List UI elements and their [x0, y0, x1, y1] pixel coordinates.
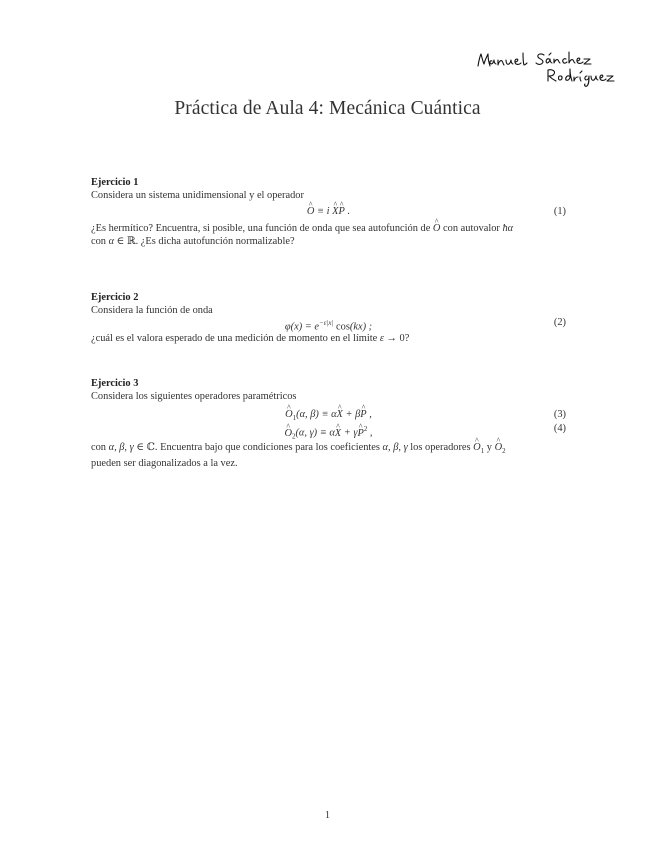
exercise-heading: Ejercicio 2 [91, 292, 139, 303]
equation: ^ $O_2(\alpha$, γ) ≡ α^ X + γ^ $P^2$ , [91, 423, 566, 443]
exercise-1 [91, 177, 566, 248]
page-title: Práctica de Aula 4: Mecánica Cuántica [174, 98, 481, 119]
equation: $\varphi(x) = e^{-\varepsilon|x|}$ cos(kx) ; [284, 319, 373, 333]
exercise-3 [91, 378, 566, 470]
handwritten-signature [470, 44, 620, 88]
exercise-intro: Considera un sistema unidimensional y el operador [91, 189, 304, 201]
equation-number: (1) [553, 206, 566, 218]
equation-row [91, 423, 566, 441]
exercise-heading: Ejercicio 3 [91, 378, 139, 389]
signature-drawing [470, 44, 620, 88]
equation-row [91, 317, 566, 333]
equation-row [91, 206, 566, 219]
exercise-question: ¿Es hermítico? Encuentra, si posible, una función de onda que sea autofunción de ^ O con autovalor ħα con α ∈ ℝ. ¿Es dicha autofunción normalizable? [91, 223, 566, 248]
equation-number: (4) [553, 423, 566, 435]
equation-number: (3) [553, 409, 566, 421]
equation: ^ $O_1(\alpha$, β) ≡ α^ X + β^ P , [91, 409, 566, 425]
page-number: 1 [324, 810, 331, 821]
equation-number: (2) [553, 317, 566, 329]
equation-row [91, 409, 566, 422]
exercise-intro: Considera los siguientes operadores paramétricos [91, 390, 297, 402]
exercise-question: con α, β, γ ∈ ℂ. Encuentra bajo que condiciones para los coeficientes α, β, γ los operadores ^ $O_1$ y ^ $O_2$ pueden ser diagonalizados a la vez. [91, 442, 566, 470]
exercise-heading: Ejercicio 1 [91, 177, 139, 188]
exercise-question: ¿cuál es el valora esperado de una medición de momento en el límite ε → 0? [91, 333, 410, 345]
exercise-intro: Considera la función de onda [91, 304, 213, 316]
equation: ^ O ≡ i ^ X^ P . [91, 206, 566, 219]
exercise-2 [91, 292, 566, 346]
